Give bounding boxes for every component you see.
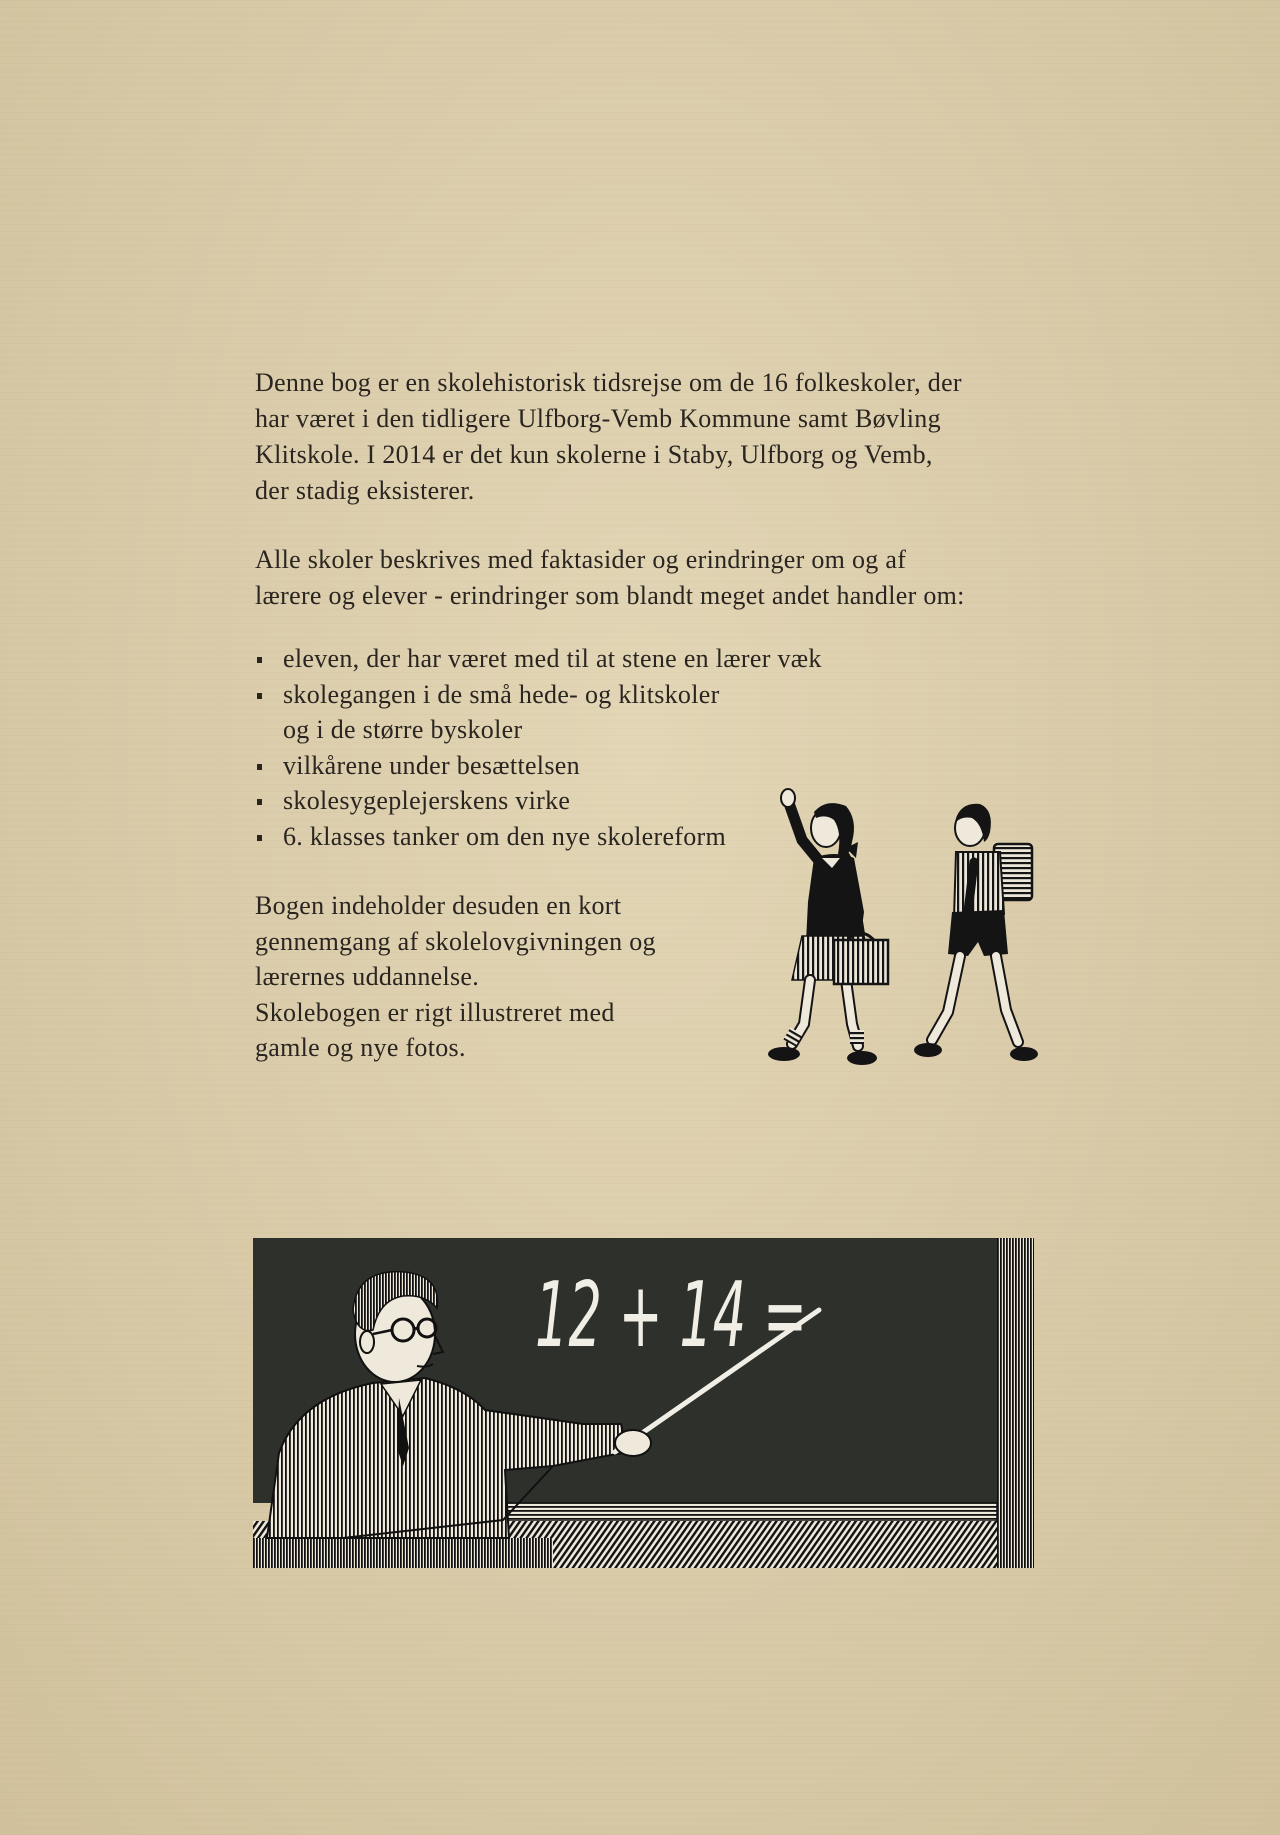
boy-figure — [914, 804, 1038, 1061]
summary-line: lærere og elever - erindringer som blandt meget andet handler om: — [255, 581, 965, 610]
list-item — [255, 748, 822, 784]
closing-paragraph — [255, 888, 656, 1066]
list-item-text: skolegangen i de små hede- og klitskoler — [283, 679, 720, 709]
bullet-marker — [257, 835, 262, 841]
boy-sweater — [954, 852, 1004, 918]
girl-hand — [781, 789, 795, 807]
boy-arm — [968, 862, 974, 912]
desk-front — [253, 1538, 553, 1568]
summary-paragraph — [255, 542, 965, 614]
boy-shorts — [948, 910, 1008, 956]
list-item — [255, 677, 822, 748]
chalk-equation: 12 + 14 = — [535, 1263, 807, 1368]
closing-line: gamle og nye fotos. — [255, 1033, 466, 1062]
closing-line: Bogen indeholder desuden en kort — [255, 891, 622, 920]
list-item — [255, 783, 822, 819]
list-item-text: og i de større byskoler — [283, 715, 523, 744]
teacher-ear — [360, 1331, 374, 1353]
school-children-illustration — [762, 762, 1052, 1082]
boy-shoe — [914, 1043, 942, 1057]
list-item-text: skolesygeplejerskens virke — [283, 786, 571, 815]
bullet-marker — [257, 657, 262, 663]
school-bag — [834, 940, 888, 984]
girl-shoe — [768, 1047, 800, 1061]
teacher-blackboard-illustration — [253, 1238, 1034, 1568]
list-item — [255, 819, 822, 855]
bullet-marker — [257, 799, 262, 805]
closing-line: lærernes uddannelse. — [255, 962, 480, 991]
boy-shoe — [1010, 1047, 1038, 1061]
list-item-text: vilkårene under besættelsen — [283, 750, 580, 780]
list-item — [255, 641, 822, 677]
intro-line: Klitskole. I 2014 er det kun skolerne i Staby, Ulfborg og Vemb, — [255, 440, 933, 469]
topic-list — [255, 641, 822, 854]
teacher-hand — [615, 1430, 651, 1456]
intro-line: der stadig eksisterer. — [255, 476, 475, 505]
girl-sock — [850, 1030, 864, 1044]
blackboard-frame — [997, 1238, 1034, 1568]
intro-paragraph — [255, 365, 962, 509]
intro-line: Denne bog er en skolehistorisk tidsrejse om de 16 folkeskoler, der — [255, 368, 962, 397]
summary-line: Alle skoler beskrives med faktasider og erindringer om og af — [255, 545, 907, 574]
intro-line: har været i den tidligere Ulfborg-Vemb Kommune samt Bøvling — [255, 404, 941, 433]
glasses-bridge — [414, 1328, 418, 1329]
closing-line: Skolebogen er rigt illustreret med — [255, 997, 615, 1027]
closing-line: gennemgang af skolelovgivningen og — [255, 926, 656, 956]
list-item-text: eleven, der har været med til at stene en lærer væk — [283, 644, 822, 673]
list-item-text: 6. klasses tanker om den nye skolereform — [283, 821, 727, 851]
girl-shoe — [847, 1051, 877, 1065]
bullet-marker — [257, 693, 262, 699]
bullet-marker — [257, 764, 262, 770]
girl-figure — [768, 789, 888, 1065]
